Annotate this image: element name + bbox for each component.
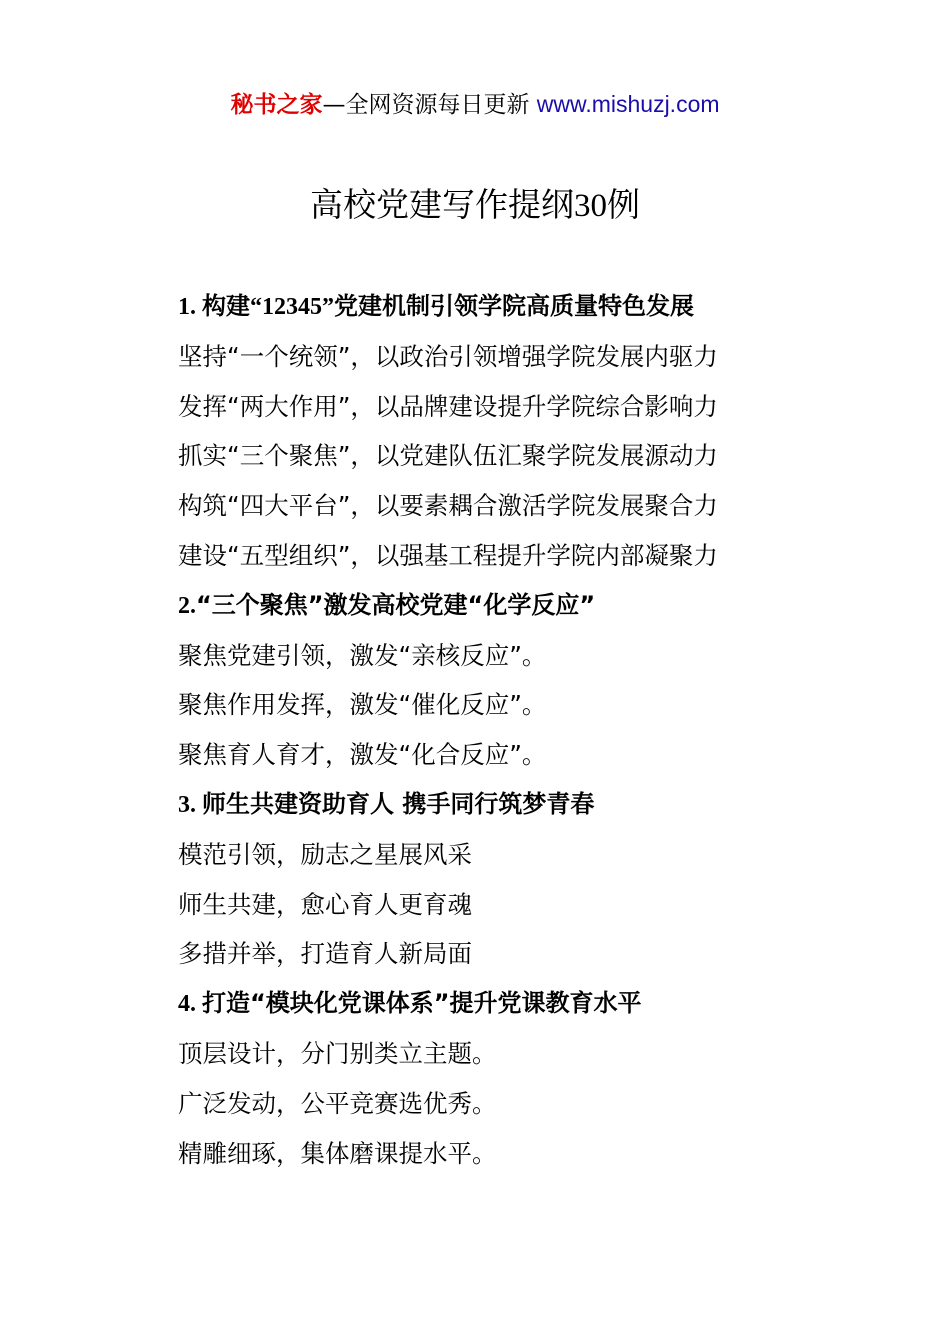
section-heading-text: 构建	[202, 292, 250, 320]
section-heading-4	[178, 979, 898, 1029]
section-heading-1	[178, 282, 898, 332]
title-number: 30	[574, 188, 607, 224]
banner-tagline: —全网资源每日更新	[322, 92, 537, 118]
brand-name: 秘书之家	[230, 92, 323, 118]
outline-item: 精雕细琢，集体磨课提水平。	[178, 1138, 497, 1168]
section-heading-3	[178, 780, 898, 830]
title-suffix: 例	[607, 185, 640, 224]
section-heading-2	[178, 581, 898, 631]
outline-item: 发挥“两大作用”，以品牌建设提升学院综合影响力	[178, 391, 718, 421]
title-text: 高校党建写作提纲	[310, 185, 574, 224]
site-url-link[interactable]: www.mishuzj.com	[536, 91, 720, 117]
section-heading-text: 师生共建资助育人 携手同行筑梦青春	[202, 789, 595, 818]
section-heading-text: 打造“模块化党课体系”提升党课教育水平	[202, 989, 642, 1018]
site-banner	[0, 88, 950, 121]
outline-item: 多措并举，打造育人新局面	[178, 939, 472, 969]
section-heading-quote: “12345”	[250, 294, 334, 320]
outline-item: 聚焦育人育才，激发“化合反应”。	[178, 740, 547, 770]
outline-item: 聚焦作用发挥，激发“催化反应”。	[178, 690, 547, 720]
outline-item: 顶层设计，分门别类立主题。	[178, 1038, 497, 1068]
section-number: 1.	[178, 294, 202, 320]
section-number: 3.	[178, 791, 202, 818]
document-body	[178, 282, 898, 1178]
outline-item: 聚焦党建引领，激发“亲核反应”。	[178, 640, 547, 670]
outline-item: 广泛发动，公平竞赛选优秀。	[178, 1088, 497, 1118]
section-number: 2.	[178, 592, 196, 619]
outline-item: 抓实“三个聚焦”，以党建队伍汇聚学院发展源动力	[178, 441, 718, 471]
outline-item: 模范引领，励志之星展风采	[178, 839, 472, 869]
outline-item: 构筑“四大平台”，以要素耦合激活学院发展聚合力	[178, 491, 718, 521]
outline-item: 建设“五型组织”，以强基工程提升学院内部凝聚力	[178, 540, 718, 570]
section-heading-text: “三个聚焦”激发高校党建“化学反应”	[196, 590, 596, 619]
outline-item: 坚持“一个统领”，以政治引领增强学院发展内驱力	[178, 341, 718, 371]
section-heading-text: 党建机制引领学院高质量特色发展	[334, 292, 694, 320]
section-number: 4.	[178, 991, 202, 1018]
document-title	[0, 182, 950, 229]
outline-item: 师生共建，愈心育人更育魂	[178, 889, 472, 919]
